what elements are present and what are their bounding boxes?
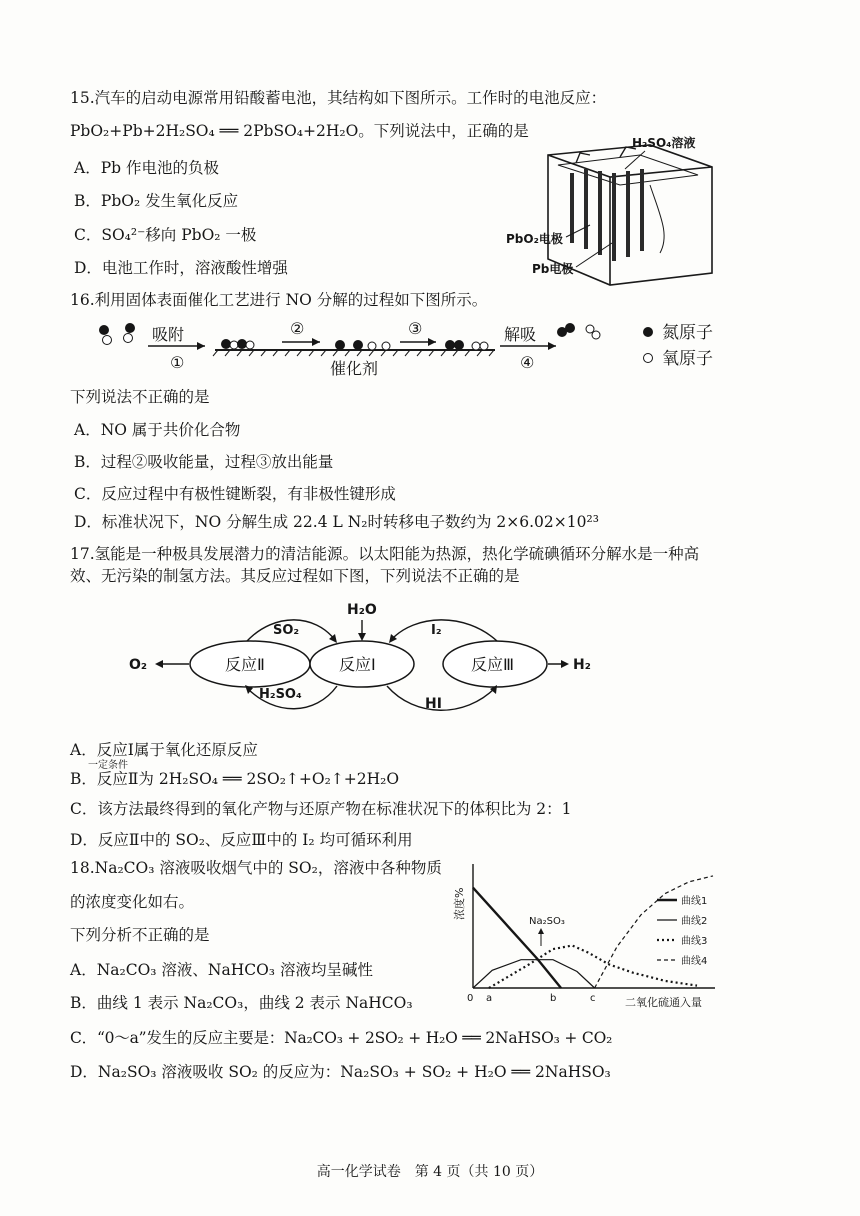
chart-legend-label-4: 曲线4 xyxy=(681,956,708,967)
chart-series-line-4 xyxy=(595,876,713,988)
concentration-chart xyxy=(445,860,725,1010)
q16-option-b: B．过程②吸收能量，过程③放出能量 xyxy=(74,453,334,471)
q18-stem-line2: 的浓度变化如右。 xyxy=(70,893,195,911)
o2-label: O₂ xyxy=(129,657,148,673)
chart-tick-label-b: b xyxy=(550,993,557,1004)
reaction3-label: 反应Ⅲ xyxy=(471,655,515,674)
q15-option-c: C．SO₄²⁻移向 PbO₂ 一极 xyxy=(74,226,257,244)
legend-nitrogen: 氮原子 xyxy=(662,323,713,343)
battery-solution-label: H₂SO₄溶液 xyxy=(632,136,696,150)
legend-oxygen: 氧原子 xyxy=(662,349,713,369)
q15-option-a: A．Pb 作电池的负极 xyxy=(74,159,219,177)
q16-ask: 下列说法不正确的是 xyxy=(70,388,210,406)
battery-pb-label: Pb电极 xyxy=(532,262,574,276)
step4-number: ④ xyxy=(520,353,535,372)
chart-ylabel: 浓度% xyxy=(453,887,466,920)
h2-label: H₂ xyxy=(573,657,591,673)
q17-option-b: B．反应Ⅱ为 2H₂SO₄ ══ 2SO₂↑+O₂↑+2H₂O xyxy=(70,770,400,788)
reaction2-label: 反应Ⅱ xyxy=(225,655,265,674)
chart-tick-label-0: 0 xyxy=(467,993,474,1004)
chart-series-line-3 xyxy=(489,946,697,989)
q17-option-d: D．反应Ⅱ中的 SO₂、反应Ⅲ中的 I₂ 均可循环利用 xyxy=(70,831,413,849)
q17-condition-label: 一定条件 xyxy=(88,760,128,771)
q18-option-d: D．Na₂SO₃ 溶液吸收 SO₂ 的反应为：Na₂SO₃ + SO₂ + H₂O ══ 2NaHSO₃ xyxy=(70,1063,611,1081)
i2-label: I₂ xyxy=(431,623,442,638)
no-decomposition-figure xyxy=(90,316,750,386)
sulfur-iodine-cycle-figure xyxy=(125,598,605,748)
q16-option-c: C．反应过程中有极性键断裂，有非极性键形成 xyxy=(74,485,396,503)
n-atom-icon xyxy=(99,325,109,335)
q16-option-d: D．标准状况下，NO 分解生成 22.4 L N₂时转移电子数约为 2×6.02×10²³ xyxy=(74,513,599,531)
q15-option-b: B．PbO₂ 发生氧化反应 xyxy=(74,192,239,210)
chart-annotation-na2so3: Na₂SO₃ xyxy=(529,916,565,927)
chart-tick-label-c: c xyxy=(590,993,596,1004)
chart-legend-label-3: 曲线3 xyxy=(681,936,708,947)
chart-series-line-2 xyxy=(473,960,595,988)
chart-legend-label-2: 曲线2 xyxy=(681,916,708,927)
catalyst-label: 催化剂 xyxy=(330,359,379,378)
q17-stem-line1: 17.氢能是一种极具发展潜力的清洁能源。以太阳能为热源，热化学硫碘循环分解水是一种高 xyxy=(70,545,700,563)
q15-option-d: D．电池工作时，溶液酸性增强 xyxy=(74,259,288,277)
chart-xlabel: 二氧化硫通入量 xyxy=(625,996,702,1009)
chart-legend-label-1: 曲线1 xyxy=(681,896,708,907)
step2-number: ② xyxy=(290,319,305,338)
q18-option-c: C．“0～a”发生的反应主要是：Na₂CO₃ + 2SO₂ + H₂O ══ 2NaHSO₃ + CO₂ xyxy=(70,1029,613,1047)
chart-tick-label-a: a xyxy=(486,993,493,1004)
h2so4-label: H₂SO₄ xyxy=(259,687,302,702)
chart-series-line-1 xyxy=(473,888,561,988)
q15-stem-line2: PbO₂+Pb+2H₂SO₄ ══ 2PbSO₄+2H₂O。下列说法中，正确的是 xyxy=(70,122,529,140)
q17-option-a: A．反应Ⅰ属于氧化还原反应 xyxy=(70,741,258,759)
q16-option-a: A．NO 属于共价化合物 xyxy=(74,421,241,439)
q17-option-c: C．该方法最终得到的氧化产物与还原产物在标准状况下的体积比为 2：1 xyxy=(70,800,572,818)
o-atom-icon xyxy=(103,336,112,345)
q17-stem-line2: 效、无污染的制氢方法。其反应过程如下图，下列说法不正确的是 xyxy=(70,567,520,585)
step1-label: 吸附 xyxy=(152,325,185,344)
q16-stem: 16.利用固体表面催化工艺进行 NO 分解的过程如下图所示。 xyxy=(70,291,488,309)
so2-label: SO₂ xyxy=(273,623,300,638)
step1-number: ① xyxy=(170,353,185,372)
lead-acid-battery-figure xyxy=(500,125,730,295)
reaction1-label: 反应Ⅰ xyxy=(339,655,376,674)
battery-pbo2-label: PbO₂电极 xyxy=(506,232,563,246)
step3-number: ③ xyxy=(408,319,423,338)
q18-stem-line1: 18.Na₂CO₃ 溶液吸收烟气中的 SO₂，溶液中各种物质 xyxy=(70,859,442,877)
page-footer: 高一化学试卷 第 4 页（共 10 页） xyxy=(316,1164,544,1180)
q18-option-b: B．曲线 1 表示 Na₂CO₃，曲线 2 表示 NaHCO₃ xyxy=(70,994,413,1012)
q15-stem-line1: 15.汽车的启动电源常用铅酸蓄电池，其结构如下图所示。工作时的电池反应： xyxy=(70,89,607,107)
h2o-label: H₂O xyxy=(347,602,377,618)
q18-option-a: A．Na₂CO₃ 溶液、NaHCO₃ 溶液均呈碱性 xyxy=(70,961,373,979)
hi-label: HI xyxy=(425,696,442,712)
step4-label: 解吸 xyxy=(504,325,537,344)
q18-ask: 下列分析不正确的是 xyxy=(70,926,210,944)
